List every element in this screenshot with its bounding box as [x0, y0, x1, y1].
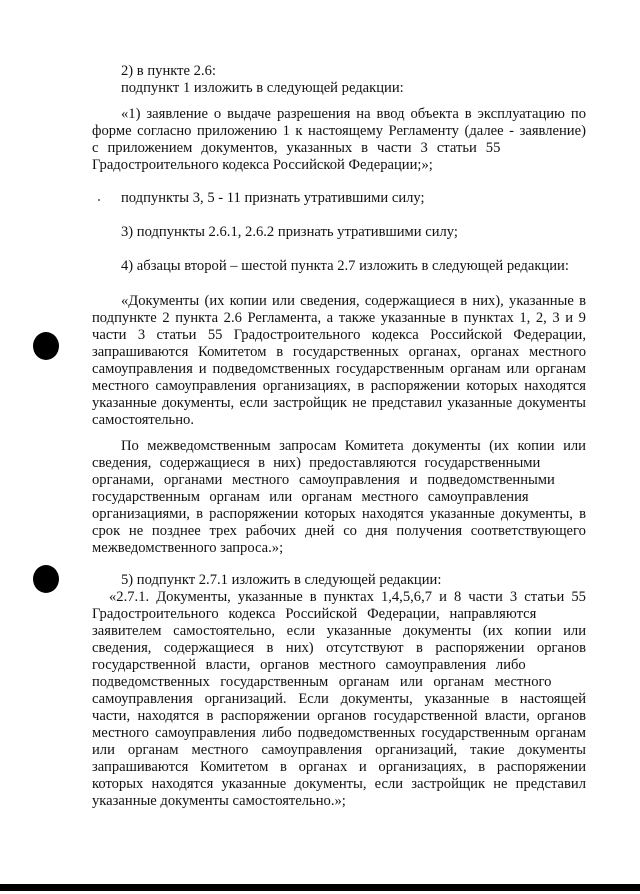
para3-line: Градостроительного кодекса Российской Федерации, направляются — [92, 606, 537, 622]
subpoints-repealed: подпункты 3, 5 - 11 признать утратившими силу; — [121, 190, 425, 206]
quote1-line: с приложением документов, указанных в части 3 статьи 55 — [92, 140, 501, 156]
item-5: 5) подпункт 2.7.1 изложить в следующей редакции: — [121, 572, 442, 588]
para2-line: организациями, в распоряжении которых находятся указанные документы, в — [92, 506, 586, 522]
para3-line: самоуправления организаций. Если документы, указанные в настоящей — [92, 691, 587, 707]
para3-line: местного самоуправления либо подведомственных государственным органам — [92, 725, 587, 741]
scan-bottom-edge — [0, 884, 640, 891]
para2-line: сведения, содержащиеся в них) предоставляются государственными — [92, 455, 541, 471]
para1-line: указанные документы, если застройщик не представил указанные документы — [92, 395, 586, 411]
para2-line: органами, органами местного самоуправления и подведомственными — [92, 472, 555, 488]
para1-line: «Документы (их копии или сведения, содержащиеся в них), указанные в — [121, 293, 586, 309]
para1-line: местного самоуправления организациях, в распоряжении которых находятся — [92, 378, 586, 394]
quote1-line: Градостроительного кодекса Российской Федерации;»; — [92, 157, 433, 173]
para3-line: которых находятся указанные документы, если застройщик не представил — [92, 776, 586, 792]
para2-line: государственным органам или органам местного самоуправления — [92, 489, 529, 505]
para3-line: запрашиваются Комитетом в органах и организациях, в распоряжении — [92, 759, 587, 775]
para1-line: самостоятельно. — [92, 412, 194, 428]
para2-line: срок не позднее трех рабочих дней со дня получения соответствующего — [92, 523, 586, 539]
para1-line: самоуправления и подведомственных государственным органам или органам — [92, 361, 586, 377]
item-2-subline: подпункт 1 изложить в следующей редакции: — [121, 80, 404, 96]
para3-line: части, находятся в распоряжении органов государственной власти, органов — [92, 708, 587, 724]
para1-line: запрашиваются Комитетом в государственных органах, органах местного — [92, 344, 587, 360]
para3-line: подведомственных государственным органам или органам местного — [92, 674, 552, 690]
para1-line: подпункте 2 пункта 2.6 Регламента, а также указанные в пунктах 1, 2, 3 и 9 — [92, 310, 586, 326]
item-2-heading: 2) в пункте 2.6: — [121, 63, 216, 79]
para2-line: По межведомственным запросам Комитета документы (их копии или — [121, 438, 586, 454]
para2-line: межведомственного запроса.»; — [92, 540, 284, 556]
para3-line: сведения, содержащиеся в них) отсутствуют в распоряжении органов — [92, 640, 586, 656]
para1-line: части 3 статьи 55 Градостроительного кодекса Российской Федерации, — [92, 327, 586, 343]
punch-hole-bottom — [33, 565, 59, 593]
para3-line: «2.7.1. Документы, указанные в пунктах 1,4,5,6,7 и 8 части 3 статьи 55 — [109, 589, 586, 605]
quote1-line: форме согласно приложению 1 к настоящему Регламенту (далее - заявление) — [92, 123, 586, 139]
para3-line: государственной власти, органов местного самоуправления либо — [92, 657, 526, 673]
punch-hole-top — [33, 332, 59, 360]
para3-line: заявителем самостоятельно, если указанные документы (их копии или — [92, 623, 587, 639]
quote1-line: «1) заявление о выдаче разрешения на ввод объекта в эксплуатацию по — [121, 106, 587, 122]
para3-line: указанные документы самостоятельно.»; — [92, 793, 346, 809]
para3-line: или органам местного самоуправления организаций, такие документы — [92, 742, 586, 758]
scan-speck — [98, 199, 100, 201]
item-3: 3) подпункты 2.6.1, 2.6.2 признать утратившими силу; — [121, 224, 458, 240]
item-4: 4) абзацы второй – шестой пункта 2.7 изложить в следующей редакции: — [121, 258, 569, 274]
